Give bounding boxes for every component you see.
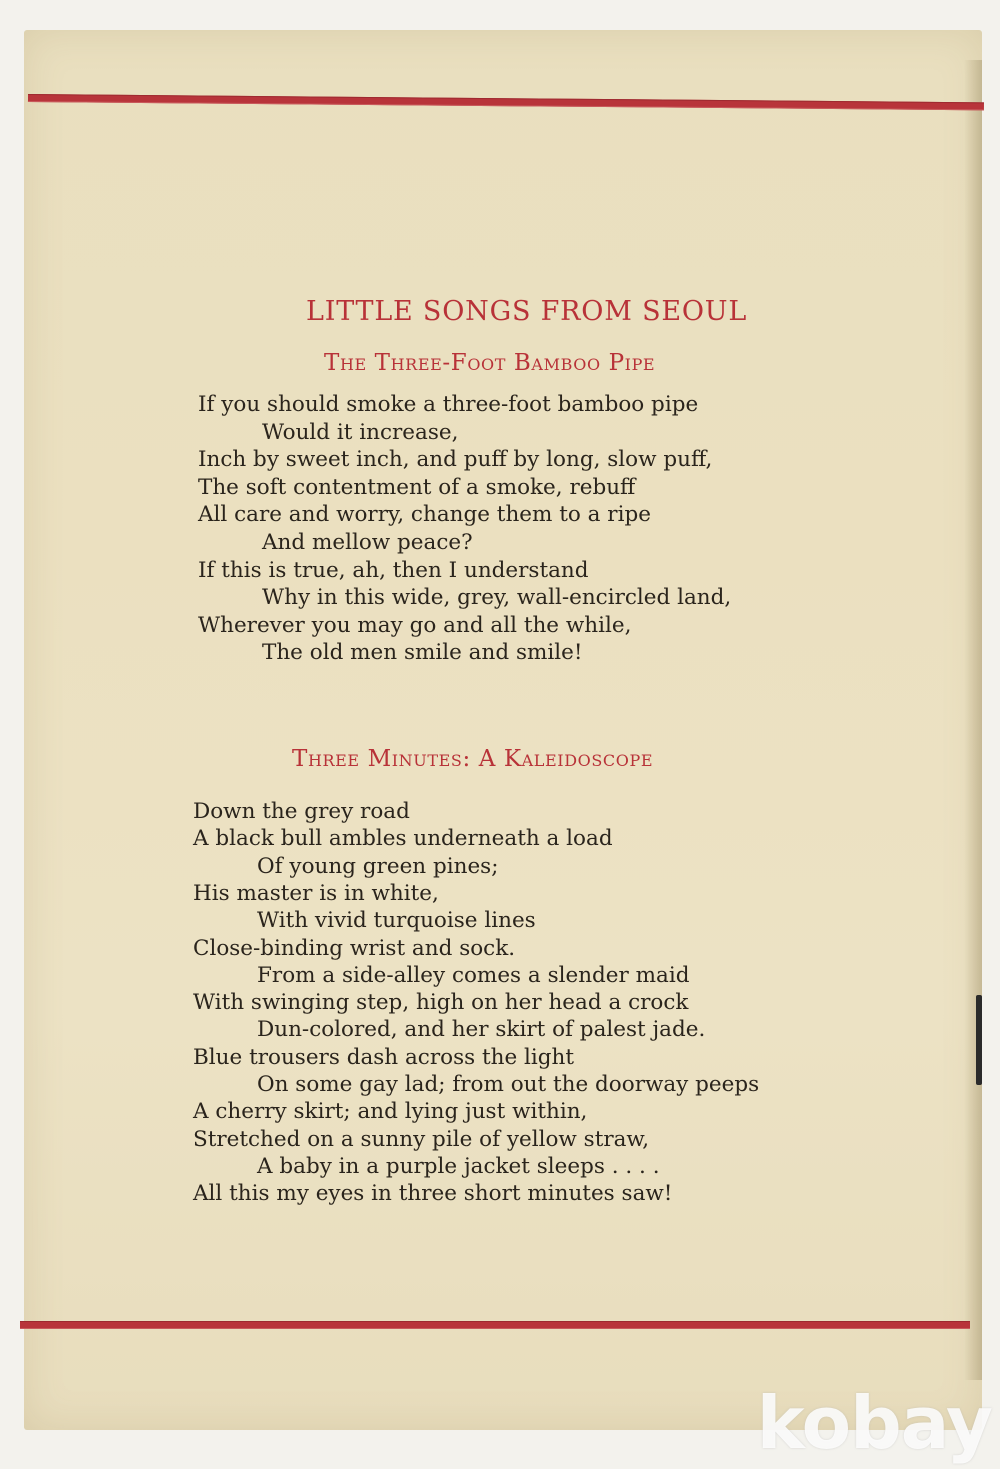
- watermark: kobay: [756, 1381, 992, 1465]
- book-back-cover: [24, 30, 982, 1430]
- poem-1-title: The Three-Foot Bamboo Pipe: [324, 350, 656, 376]
- poem-line: If you should smoke a three-foot bamboo pipe: [198, 392, 699, 417]
- poem-2-title: Three Minutes: A Kaleidoscope: [292, 746, 654, 772]
- poem-line: With vivid turquoise lines: [257, 908, 536, 934]
- edge-mark: [976, 995, 982, 1085]
- poem-line: Wherever you may go and all the while,: [198, 612, 632, 638]
- poem-line: If this is true, ah, then I understand: [198, 557, 589, 583]
- poem-line: A black bull ambles underneath a load: [193, 826, 613, 852]
- poem-line: A baby in a purple jacket sleeps . . . .: [257, 1153, 660, 1179]
- poem-line: Dun-colored, and her skirt of palest jade.: [257, 1017, 706, 1043]
- poem-line: The old men smile and smile!: [262, 640, 583, 666]
- poem-line: And mellow peace?: [262, 530, 473, 555]
- poem-line: The soft contentment of a smoke, rebuff: [198, 474, 636, 500]
- poem-line: On some gay lad; from out the doorway peeps: [257, 1072, 760, 1097]
- poem-line: With swinging step, high on her head a crock: [193, 990, 689, 1016]
- poem-line: A cherry skirt; and lying just within,: [193, 1099, 588, 1125]
- poem-line: Inch by sweet inch, and puff by long, slow puff,: [198, 447, 713, 473]
- poem-line: All this my eyes in three short minutes saw!: [193, 1181, 673, 1207]
- bottom-red-rule: [20, 1321, 970, 1329]
- poem-line: Down the grey road: [193, 799, 410, 824]
- poem-line: All care and worry, change them to a ripe: [198, 502, 651, 528]
- poem-line: Stretched on a sunny pile of yellow straw,: [193, 1126, 650, 1152]
- poem-line: Would it increase,: [262, 419, 459, 445]
- poem-line: Blue trousers dash across the light: [193, 1044, 575, 1070]
- poem-line: Of young green pines;: [257, 853, 499, 879]
- poem-line: Why in this wide, grey, wall-encircled land,: [262, 585, 732, 611]
- poem-line: Close-binding wrist and sock.: [193, 935, 516, 961]
- poem-line: His master is in white,: [193, 880, 439, 906]
- cover-spine-shadow: [964, 60, 982, 1380]
- poem-line: From a side-alley comes a slender maid: [257, 962, 690, 988]
- page-title: LITTLE SONGS FROM SEOUL: [306, 296, 748, 327]
